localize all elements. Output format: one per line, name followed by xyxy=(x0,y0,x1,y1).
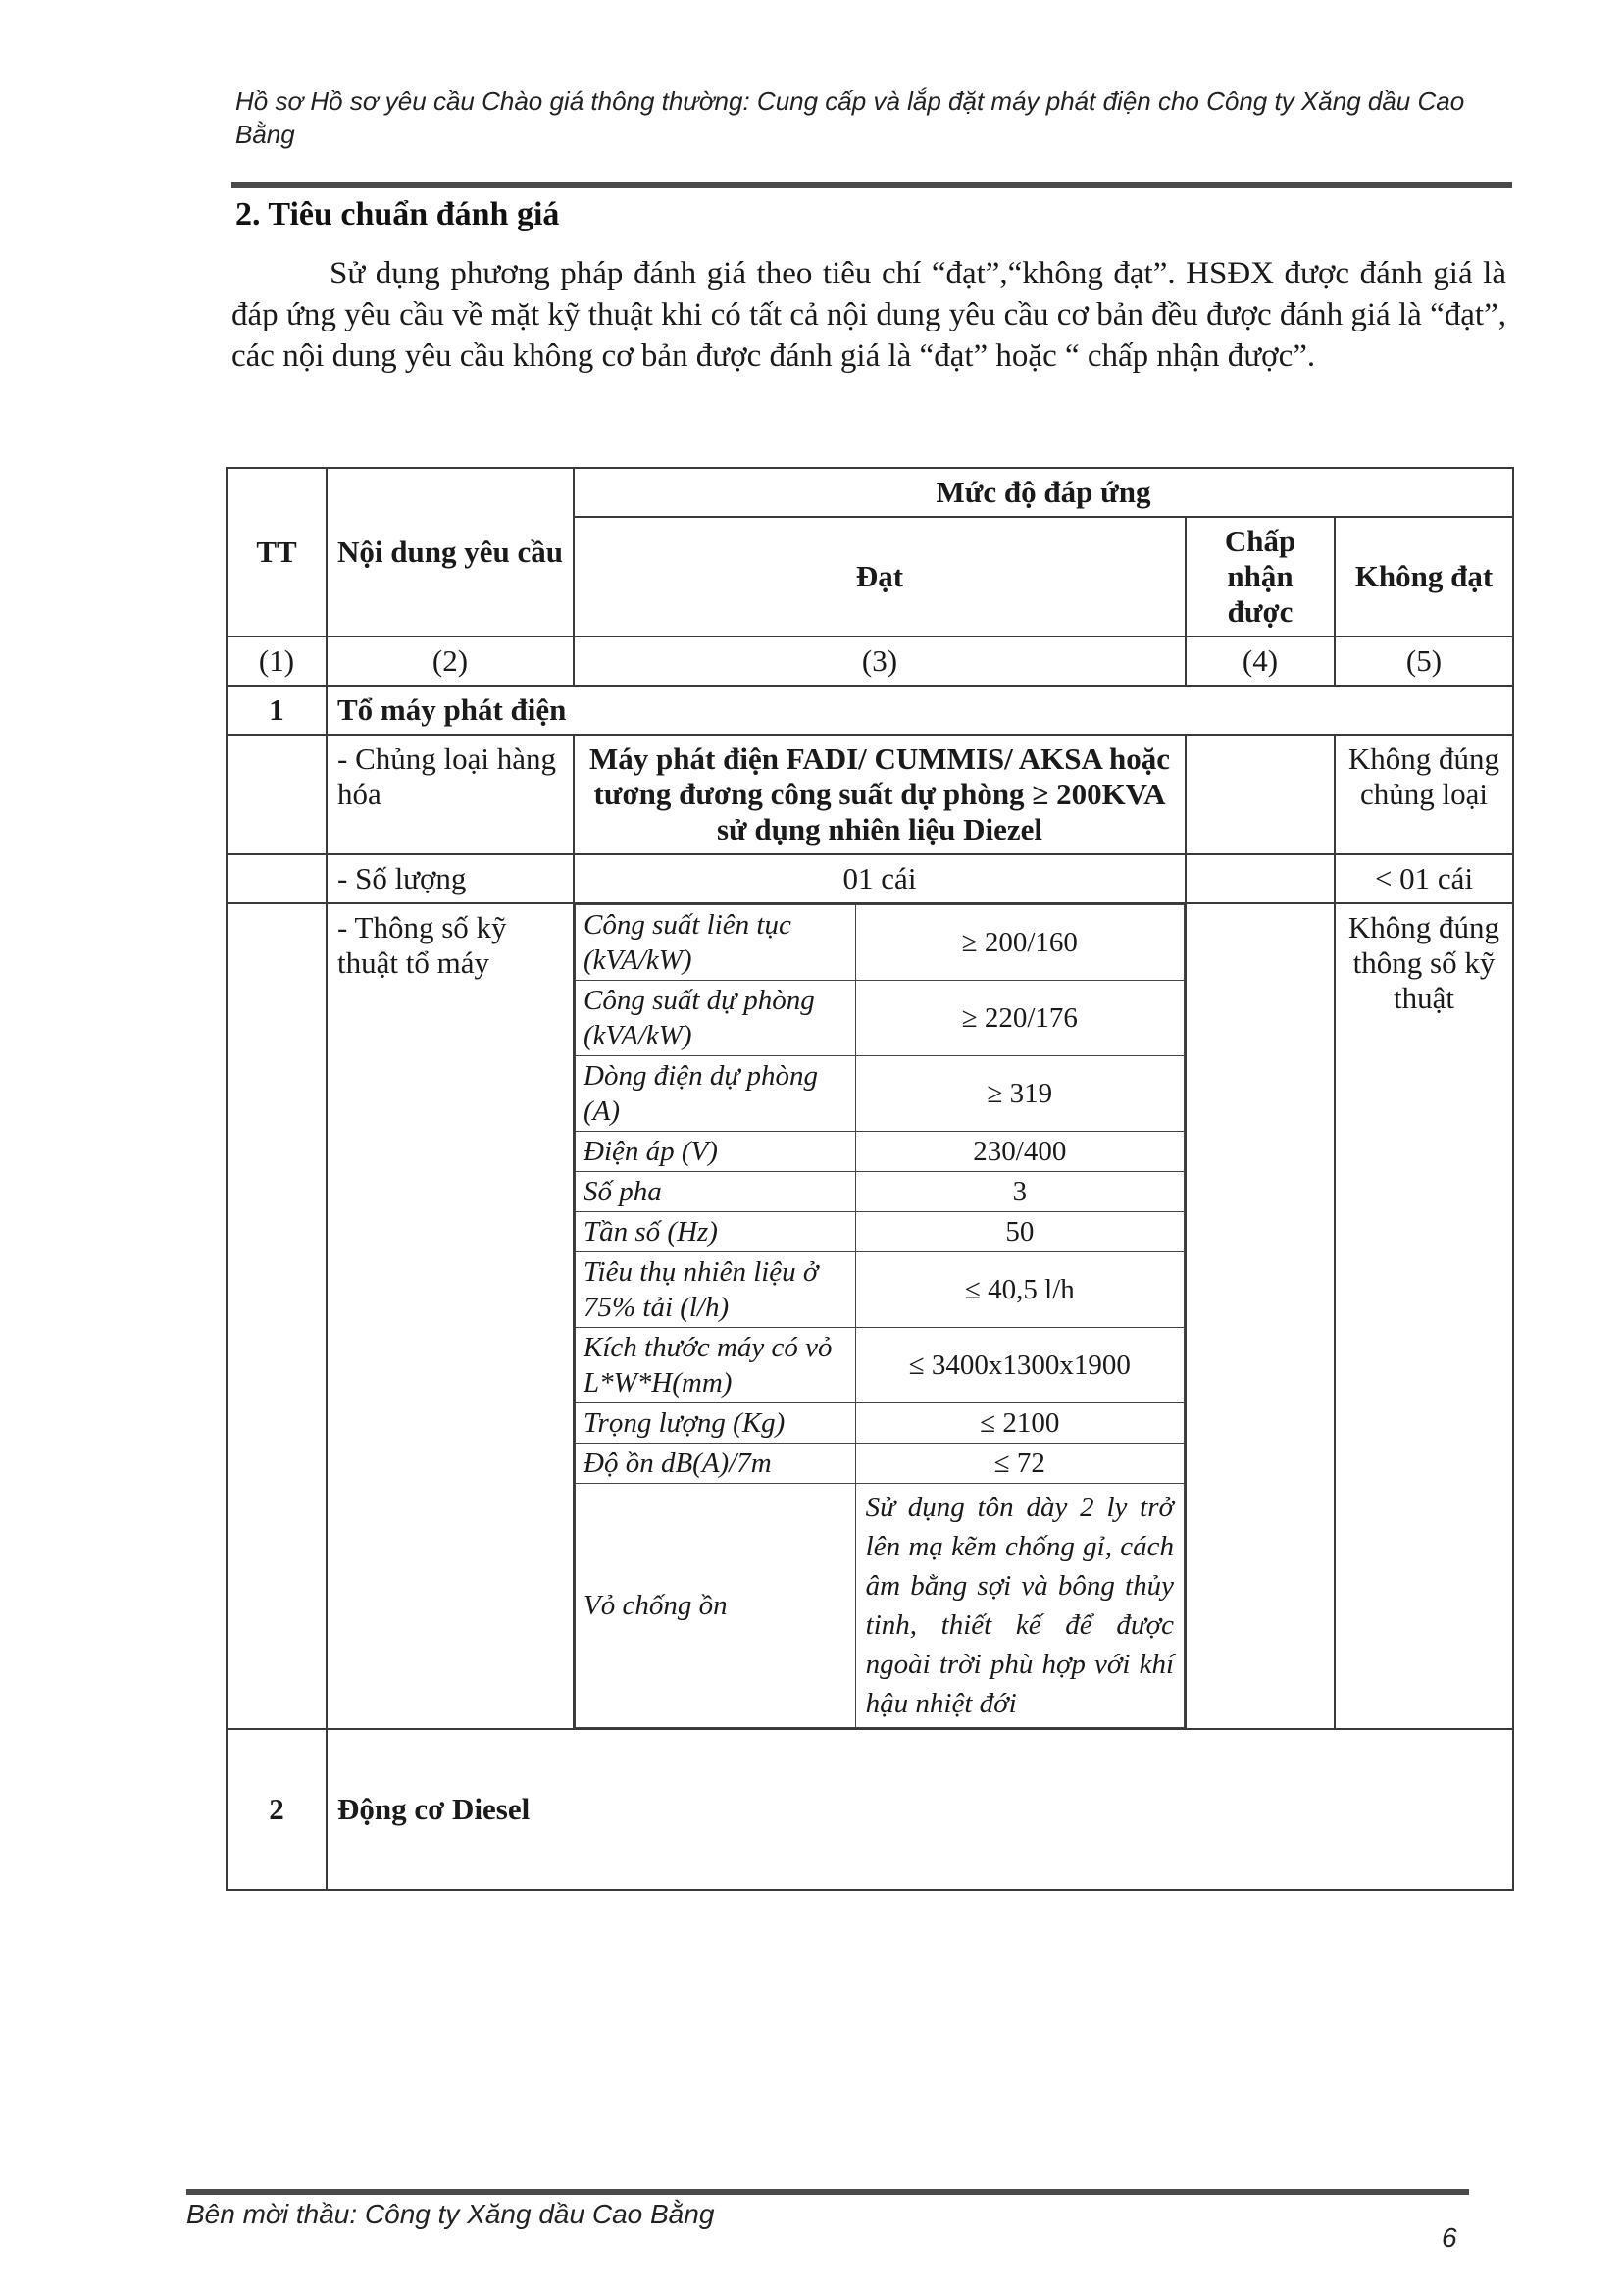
empty-cell xyxy=(227,854,327,903)
spec-label: Công suất liên tục (kVA/kW) xyxy=(576,905,856,981)
empty-cell xyxy=(1186,903,1335,1729)
spec-value: ≤ 72 xyxy=(855,1444,1184,1484)
col-number: (3) xyxy=(574,636,1186,686)
col-number: (2) xyxy=(327,636,574,686)
header-noi-dung: Nội dung yêu cầu xyxy=(327,468,574,636)
group-tt: 2 xyxy=(227,1729,327,1890)
header-dat: Đạt xyxy=(574,517,1186,636)
spec-value: ≥ 220/176 xyxy=(855,981,1184,1056)
spec-row xyxy=(576,1172,1185,1212)
footer-divider xyxy=(186,2189,1469,2195)
document-header: Hồ sơ Hồ sơ yêu cầu Chào giá thông thường: Cung cấp và lắp đặt máy phát điện cho Công ty Xăng dầu Cao Bằng xyxy=(235,86,1465,149)
spec-label: Kích thước máy có vỏ L*W*H(mm) xyxy=(576,1328,856,1403)
spec-value: ≥ 200/160 xyxy=(855,905,1184,981)
khong-dat-value: Không đúng thông số kỹ thuật xyxy=(1335,903,1513,1729)
header-divider xyxy=(231,182,1512,188)
page-number: 6 xyxy=(1442,2222,1457,2253)
spec-value: Sử dụng tôn dày 2 ly trở lên mạ kẽm chống gỉ, cách âm bằng sợi và bông thủy tinh, thiết kế để được ngoài trời phù hợp với khí hậu nhiệt đới xyxy=(855,1484,1184,1728)
spec-value: ≤ 2100 xyxy=(855,1403,1184,1444)
spec-label: Độ ồn dB(A)/7m xyxy=(576,1444,856,1484)
header-khong-dat: Không đạt xyxy=(1335,517,1513,636)
spec-label: Trọng lượng (Kg) xyxy=(576,1403,856,1444)
spec-value: 3 xyxy=(855,1172,1184,1212)
col-number: (1) xyxy=(227,636,327,686)
spec-value: ≤ 3400x1300x1900 xyxy=(855,1328,1184,1403)
header-tt: TT xyxy=(227,468,327,636)
spec-value: ≤ 40,5 l/h xyxy=(855,1252,1184,1328)
spec-value: 50 xyxy=(855,1212,1184,1252)
empty-cell xyxy=(227,735,327,854)
spec-label: Tần số (Hz) xyxy=(576,1212,856,1252)
spec-label: Công suất dự phòng (kVA/kW) xyxy=(576,981,856,1056)
spec-label: Điện áp (V) xyxy=(576,1132,856,1172)
col-number: (5) xyxy=(1335,636,1513,686)
spec-row xyxy=(576,1056,1185,1132)
spec-label: Số pha xyxy=(576,1172,856,1212)
spec-label: Tiêu thụ nhiên liệu ở 75% tải (l/h) xyxy=(576,1252,856,1328)
col-number: (4) xyxy=(1186,636,1335,686)
spec-label: Vỏ chống ồn xyxy=(576,1484,856,1728)
spec-row xyxy=(576,1328,1185,1403)
spec-value: 230/400 xyxy=(855,1132,1184,1172)
spec-row xyxy=(576,1252,1185,1328)
row-label: - Chủng loại hàng hóa xyxy=(327,735,574,854)
group-title: Tổ máy phát điện xyxy=(327,686,1513,735)
spec-table xyxy=(575,904,1185,1728)
khong-dat-value: < 01 cái xyxy=(1335,854,1513,903)
spec-row xyxy=(576,1484,1185,1728)
spec-value: ≥ 319 xyxy=(855,1056,1184,1132)
section-title: 2. Tiêu chuẩn đánh giá xyxy=(235,196,560,232)
empty-cell xyxy=(1186,735,1335,854)
dat-value: Máy phát điện FADI/ CUMMIS/ AKSA hoặc tương đương công suất dự phòng ≥ 200KVA sử dụng nhiên liệu Diezel xyxy=(574,735,1186,854)
dat-value: 01 cái xyxy=(574,854,1186,903)
spec-cell xyxy=(574,903,1186,1729)
empty-cell xyxy=(1186,854,1335,903)
intro-paragraph: Sử dụng phương pháp đánh giá theo tiêu chí “đạt”,“không đạt”. HSĐX được đánh giá là đáp ứng yêu cầu về mặt kỹ thuật khi có tất cả nội dung yêu cầu cơ bản đều được đánh giá là “đạt”, các nội dung yêu cầu không cơ bản được đánh giá là “đạt” hoặc “ chấp nhận được”. xyxy=(231,256,1506,374)
spec-row xyxy=(576,905,1185,981)
header-muc-do: Mức độ đáp ứng xyxy=(574,468,1513,517)
evaluation-criteria-table xyxy=(226,467,1514,1891)
spec-row xyxy=(576,1212,1185,1252)
spec-row xyxy=(576,1444,1185,1484)
footer-text: Bên mời thầu: Công ty Xăng dầu Cao Bằng xyxy=(186,2199,715,2229)
group-title: Động cơ Diesel xyxy=(327,1729,1513,1890)
spec-label: Dòng điện dự phòng (A) xyxy=(576,1056,856,1132)
khong-dat-value: Không đúng chủng loại xyxy=(1335,735,1513,854)
spec-row xyxy=(576,1132,1185,1172)
empty-cell xyxy=(227,903,327,1729)
spec-row xyxy=(576,1403,1185,1444)
row-label: - Số lượng xyxy=(327,854,574,903)
group-tt: 1 xyxy=(227,686,327,735)
spec-row xyxy=(576,981,1185,1056)
row-label: - Thông số kỹ thuật tổ máy xyxy=(327,903,574,1729)
header-chap-nhan: Chấp nhận được xyxy=(1186,517,1335,636)
